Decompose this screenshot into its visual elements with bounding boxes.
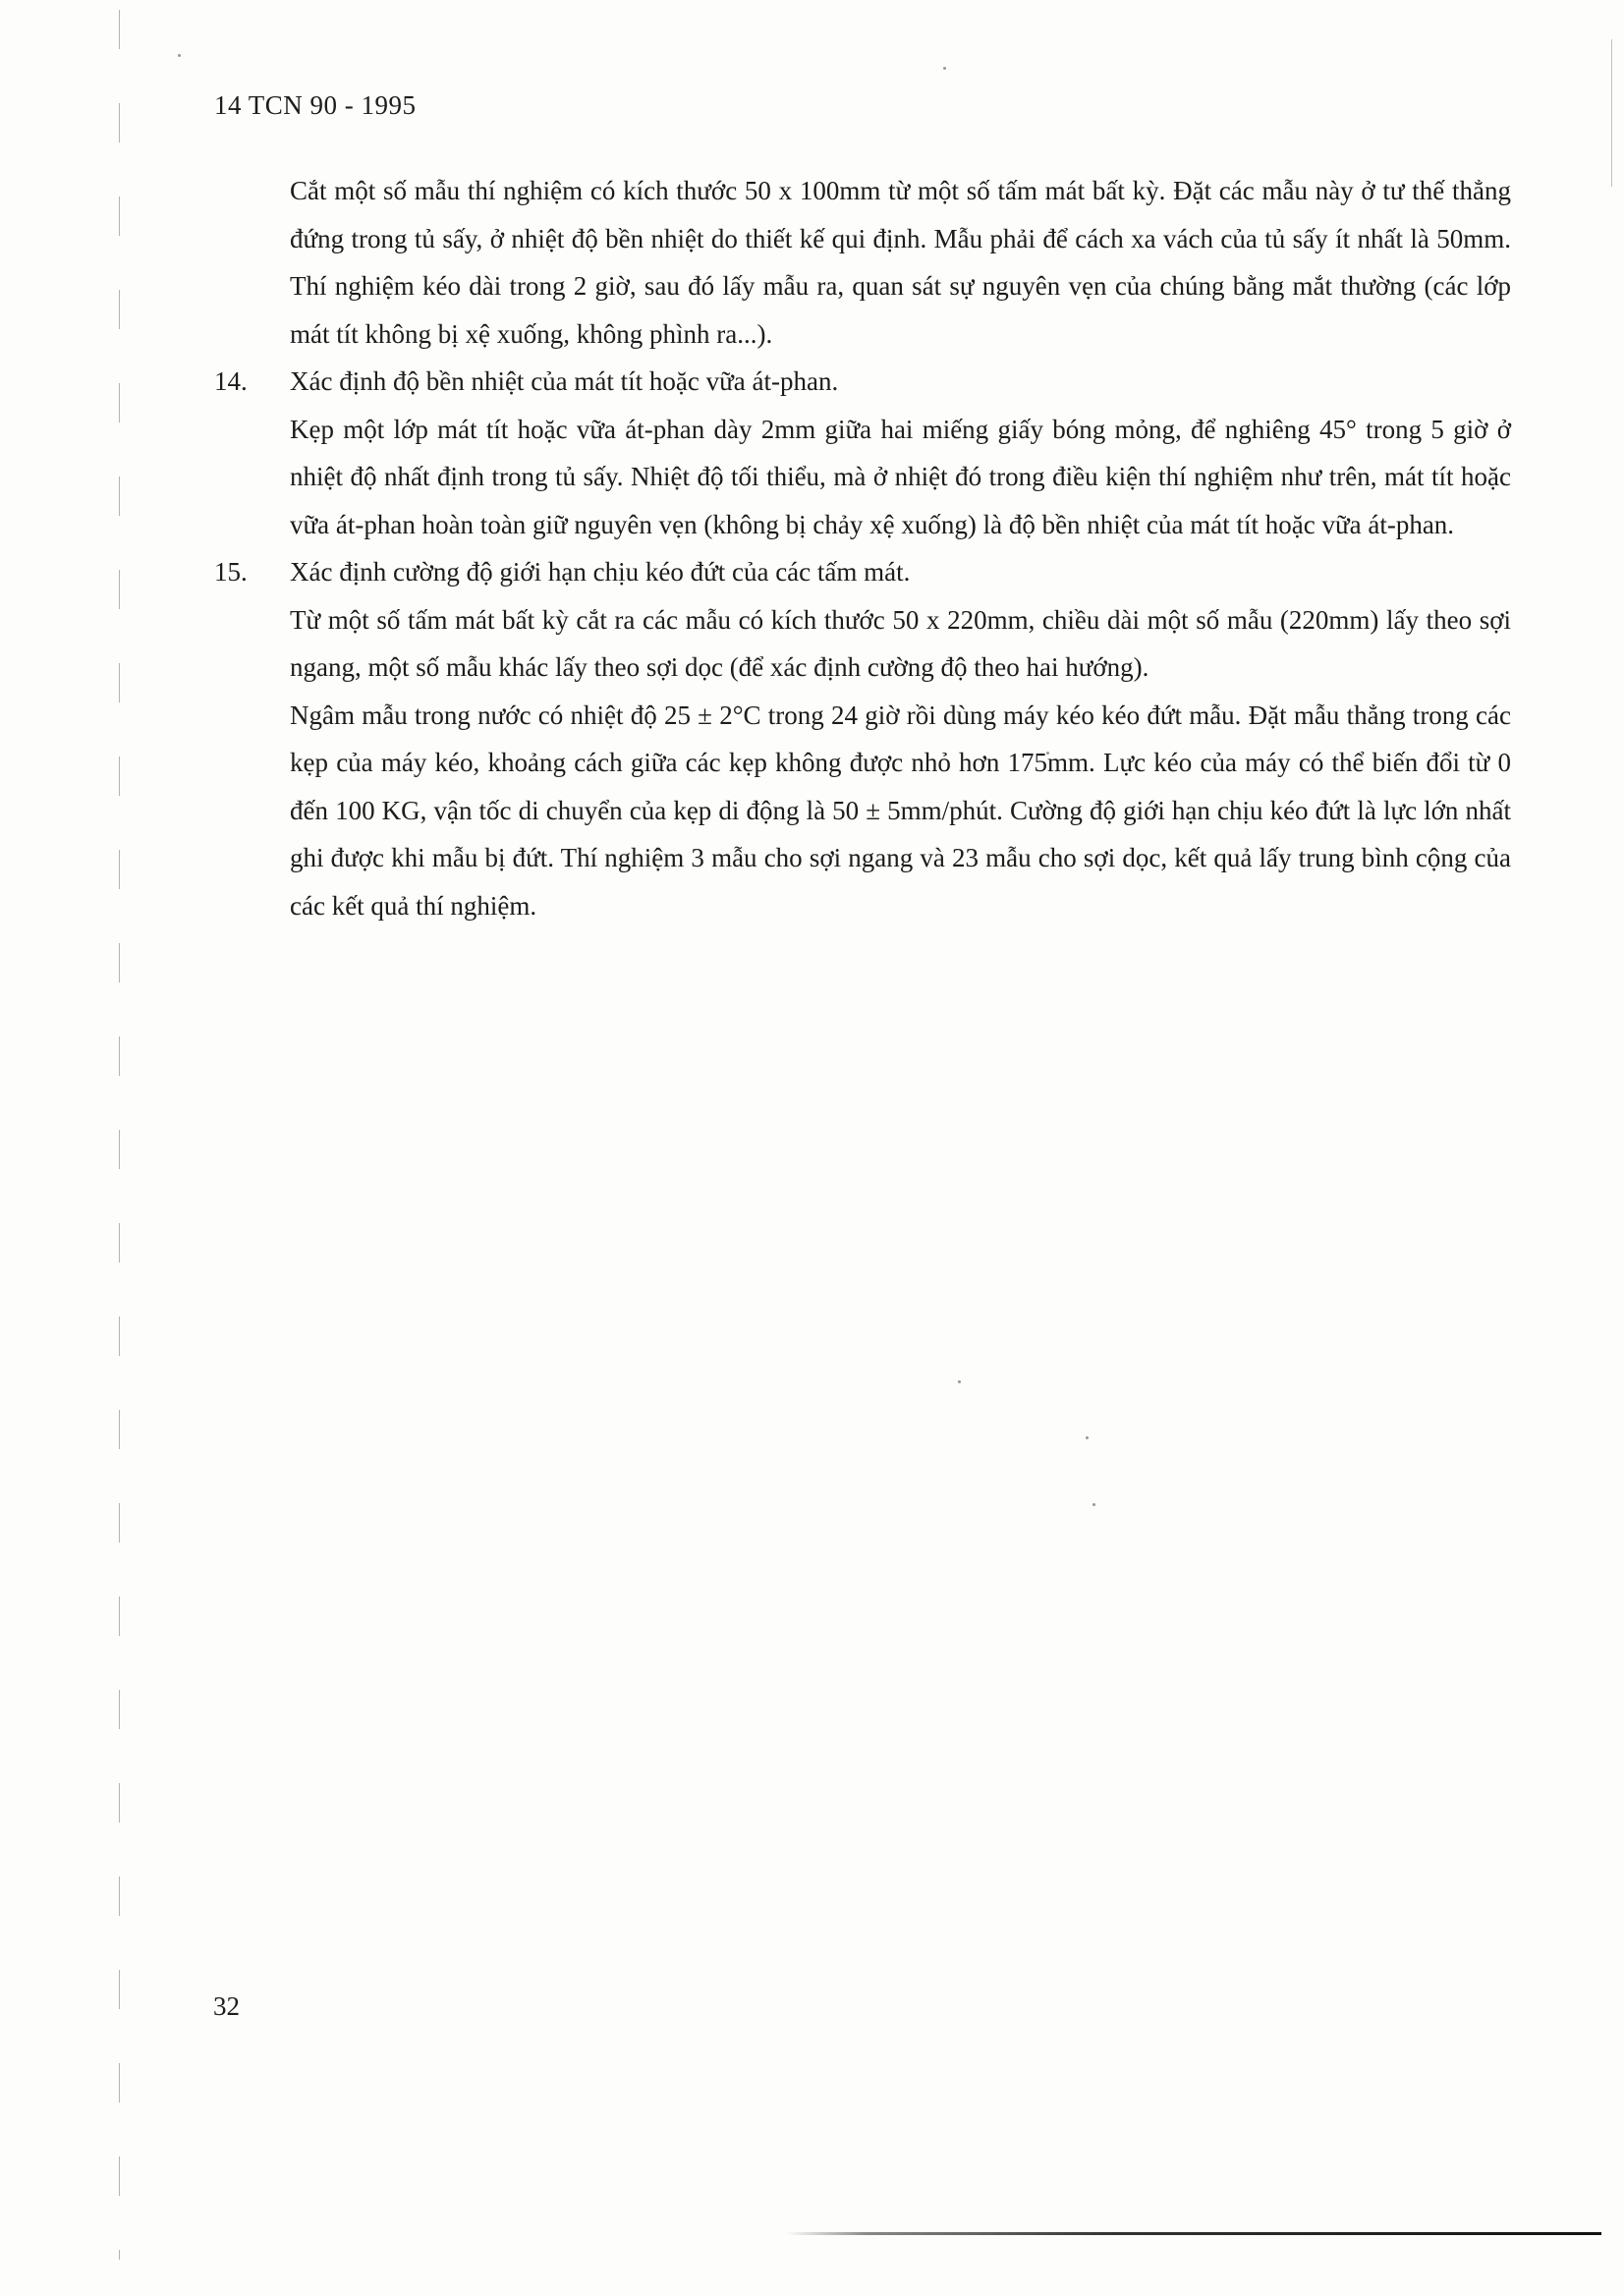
document-body: [214, 167, 1511, 929]
item-title: Xác định độ bền nhiệt của mát tít hoặc vữa át-phan.: [290, 366, 839, 396]
item-paragraph: Ngâm mẫu trong nước có nhiệt độ 25 ± 2°C trong 24 giờ rồi dùng máy kéo kéo đứt mẫu. Đặt mẫu thẳng trong các kẹp của máy kéo, khoảng cách giữa các kẹp không được nhỏ hơn 175mm. Lực kéo của máy có thể biến đổi từ 0 đến 100 KG, vận tốc di chuyển của kẹp di động là 50 ± 5mm/phút. Cường độ giới hạn chịu kéo đứt là lực lớn nhất ghi được khi mẫu bị đứt. Thí nghiệm 3 mẫu cho sợi ngang và 23 mẫu cho sợi dọc, kết quả lấy trung bình cộng của các kết quả thí nghiệm.: [290, 700, 1511, 921]
item-paragraph: Kẹp một lớp mát tít hoặc vữa át-phan dày 2mm giữa hai miếng giấy bóng mỏng, để nghiêng 45° trong 5 giờ ở nhiệt độ nhất định trong tủ sấy. Nhiệt độ tối thiểu, mà ở nhiệt đó trong điều kiện thí nghiệm như trên, mát tít hoặc vữa át-phan hoàn toàn giữ nguyên vẹn (không bị chảy xệ xuống) là độ bền nhiệt của mát tít hoặc vữa át-phan.: [290, 414, 1511, 539]
scan-bottom-rule: [786, 2232, 1601, 2235]
scan-speck: [178, 54, 181, 57]
scan-margin-line: [119, 10, 120, 2260]
scan-edge-mark: [1611, 39, 1612, 187]
scan-speck: [958, 1380, 961, 1383]
item-title: Xác định cường độ giới hạn chịu kéo đứt của các tấm mát.: [290, 557, 911, 587]
intro-paragraph: Cắt một số mẫu thí nghiệm có kích thước 50 x 100mm từ một số tấm mát bất kỳ. Đặt các mẫu này ở tư thế thẳng đứng trong tủ sấy, ở nhiệt độ bền nhiệt do thiết kế qui định. Mẫu phải để cách xa vách của tủ sấy ít nhất là 50mm. Thí nghiệm kéo dài trong 2 giờ, sau đó lấy mẫu ra, quan sát sự nguyên vẹn của chúng bằng mắt thường (các lớp mát tít không bị xệ xuống, không phình ra...).: [290, 176, 1511, 349]
item-paragraph: Từ một số tấm mát bất kỳ cắt ra các mẫu có kích thước 50 x 220mm, chiều dài một số mẫu (220mm) lấy theo sợi ngang, một số mẫu khác lấy theo sợi dọc (để xác định cường độ theo hai hướng).: [290, 604, 1511, 682]
page-number: 32: [213, 1991, 240, 2021]
item-number: 15.: [214, 557, 248, 587]
scan-speck: [943, 67, 946, 70]
document-code-header: 14 TCN 90 - 1995: [214, 90, 417, 120]
scan-speck: [1086, 1436, 1089, 1439]
item-number: 14.: [214, 366, 248, 396]
scan-speck: [1092, 1503, 1095, 1506]
section-item-15: [214, 548, 1511, 929]
section-item-14: [214, 358, 1511, 548]
